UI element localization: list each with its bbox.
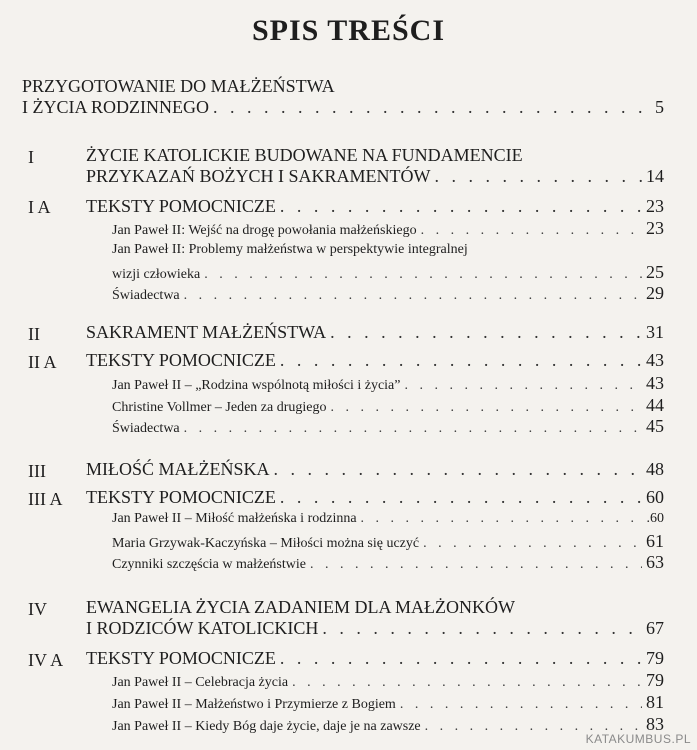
list-item [112, 373, 664, 394]
subsection-number: IV A [28, 650, 64, 670]
leader-dots [400, 697, 642, 713]
list-item [112, 714, 664, 735]
subsection-entry [86, 487, 664, 508]
subsection-number: I A [28, 197, 51, 217]
leader-dots [204, 267, 642, 283]
item-text: Jan Paweł II – Celebracja życia [112, 675, 289, 690]
section-title-line2: I RODZICÓW KATOLICKICH [86, 618, 319, 638]
list-item [112, 552, 664, 573]
intro-line2: I ŻYCIA RODZINNEGO [22, 97, 209, 117]
leader-dots [184, 288, 642, 304]
section-number: I [28, 147, 34, 167]
subsection-title: TEKSTY POMOCNICZE [86, 350, 276, 370]
section-number: IV [28, 599, 47, 619]
leader-dots [280, 350, 642, 371]
subsection-title: TEKSTY POMOCNICZE [86, 487, 276, 507]
leader-dots [404, 378, 642, 394]
leader-dots [435, 166, 643, 187]
item-text: wizji człowieka [112, 267, 201, 282]
leader-dots [184, 421, 642, 437]
list-item [112, 416, 664, 437]
list-item [112, 395, 664, 416]
item-text: Jan Paweł II – Kiedy Bóg daje życie, daje je na zawsze [112, 719, 421, 734]
page-number: 45 [646, 416, 664, 436]
list-item [112, 218, 664, 239]
subsection-title: TEKSTY POMOCNICZE [86, 648, 276, 668]
section-number: II [28, 324, 40, 344]
subsection-number: III A [28, 489, 63, 509]
page-number: 14 [646, 166, 664, 186]
leader-dots [423, 536, 642, 552]
item-text: Maria Grzywak-Kaczyńska – Miłości można się uczyć [112, 536, 420, 551]
item-text: Christine Vollmer – Jeden za drugiego [112, 400, 327, 415]
section-title-line1: EWANGELIA ŻYCIA ZADANIEM DLA MAŁŻONKÓW [86, 597, 515, 617]
leader-dots [274, 459, 642, 480]
page-number: 43 [646, 373, 664, 393]
page-number: 67 [646, 618, 664, 638]
item-text: Świadectwa [112, 288, 180, 303]
item-text: Czynniki szczęścia w małżeństwie [112, 557, 306, 572]
subsection-number: II A [28, 352, 57, 372]
section-entry [86, 618, 664, 639]
intro-line1: PRZYGOTOWANIE DO MAŁŻEŃSTWA [22, 76, 335, 96]
leader-dots [322, 618, 642, 639]
page-number: 61 [646, 531, 664, 551]
page-number: 83 [646, 714, 664, 734]
list-item [112, 692, 664, 713]
intro-entry [22, 97, 664, 118]
section-entry [86, 322, 664, 343]
leader-dots [292, 675, 642, 691]
item-text: Jan Paweł II – „Rodzina wspólnotą miłości i życia” [112, 378, 401, 393]
page-number: 63 [646, 552, 664, 572]
leader-dots [330, 322, 642, 343]
page-number: 44 [646, 395, 664, 415]
list-item [112, 531, 664, 552]
leader-dots [280, 196, 642, 217]
section-title-line1: SAKRAMENT MAŁŻEŃSTWA [86, 322, 327, 342]
page-number: 23 [646, 218, 664, 238]
section-title-line1: MIŁOŚĆ MAŁŻEŃSKA [86, 459, 270, 479]
leader-dots [310, 557, 642, 573]
leader-dots [361, 511, 642, 527]
leader-dots [213, 97, 642, 118]
list-item: Jan Paweł II: Problemy małżeństwa w perspektywie integralnej [112, 242, 468, 257]
watermark: KATAKUMBUS.PL [585, 732, 691, 746]
page-number: 25 [646, 262, 664, 282]
leader-dots [280, 648, 642, 669]
subsection-entry [86, 196, 664, 217]
page-number: 23 [646, 196, 664, 216]
page-number: 31 [646, 322, 664, 342]
list-item [112, 283, 664, 304]
page-number: 79 [646, 670, 664, 690]
page-number: 43 [646, 350, 664, 370]
subsection-entry [86, 648, 664, 669]
page-number: .60 [646, 511, 664, 526]
section-entry [86, 459, 664, 480]
item-text: Jan Paweł II – Małżeństwo i Przymierze z Bogiem [112, 697, 396, 712]
section-number: III [28, 461, 46, 481]
page-number: 81 [646, 692, 664, 712]
section-title-line2: PRZYKAZAŃ BOŻYCH I SAKRAMENTÓW [86, 166, 431, 186]
leader-dots [331, 400, 643, 416]
leader-dots [280, 487, 642, 508]
section-title-line1: ŻYCIE KATOLICKIE BUDOWANE NA FUNDAMENCIE [86, 145, 523, 165]
page-number: 29 [646, 283, 664, 303]
page-number: 60 [646, 487, 664, 507]
page-number: 79 [646, 648, 664, 668]
subsection-title: TEKSTY POMOCNICZE [86, 196, 276, 216]
leader-dots [421, 223, 642, 239]
page-title: SPIS TREŚCI [251, 14, 446, 47]
section-entry [86, 166, 664, 187]
subsection-entry [86, 350, 664, 371]
page-number: 48 [646, 459, 664, 479]
list-item [112, 262, 664, 283]
item-text: Jan Paweł II: Wejść na drogę powołania małżeńskiego [112, 223, 417, 238]
list-item [112, 670, 664, 691]
list-item [112, 511, 664, 527]
item-text: Jan Paweł II – Miłość małżeńska i rodzinna [112, 511, 357, 526]
item-text: Świadectwa [112, 421, 180, 436]
page-number: 5 [655, 97, 664, 117]
